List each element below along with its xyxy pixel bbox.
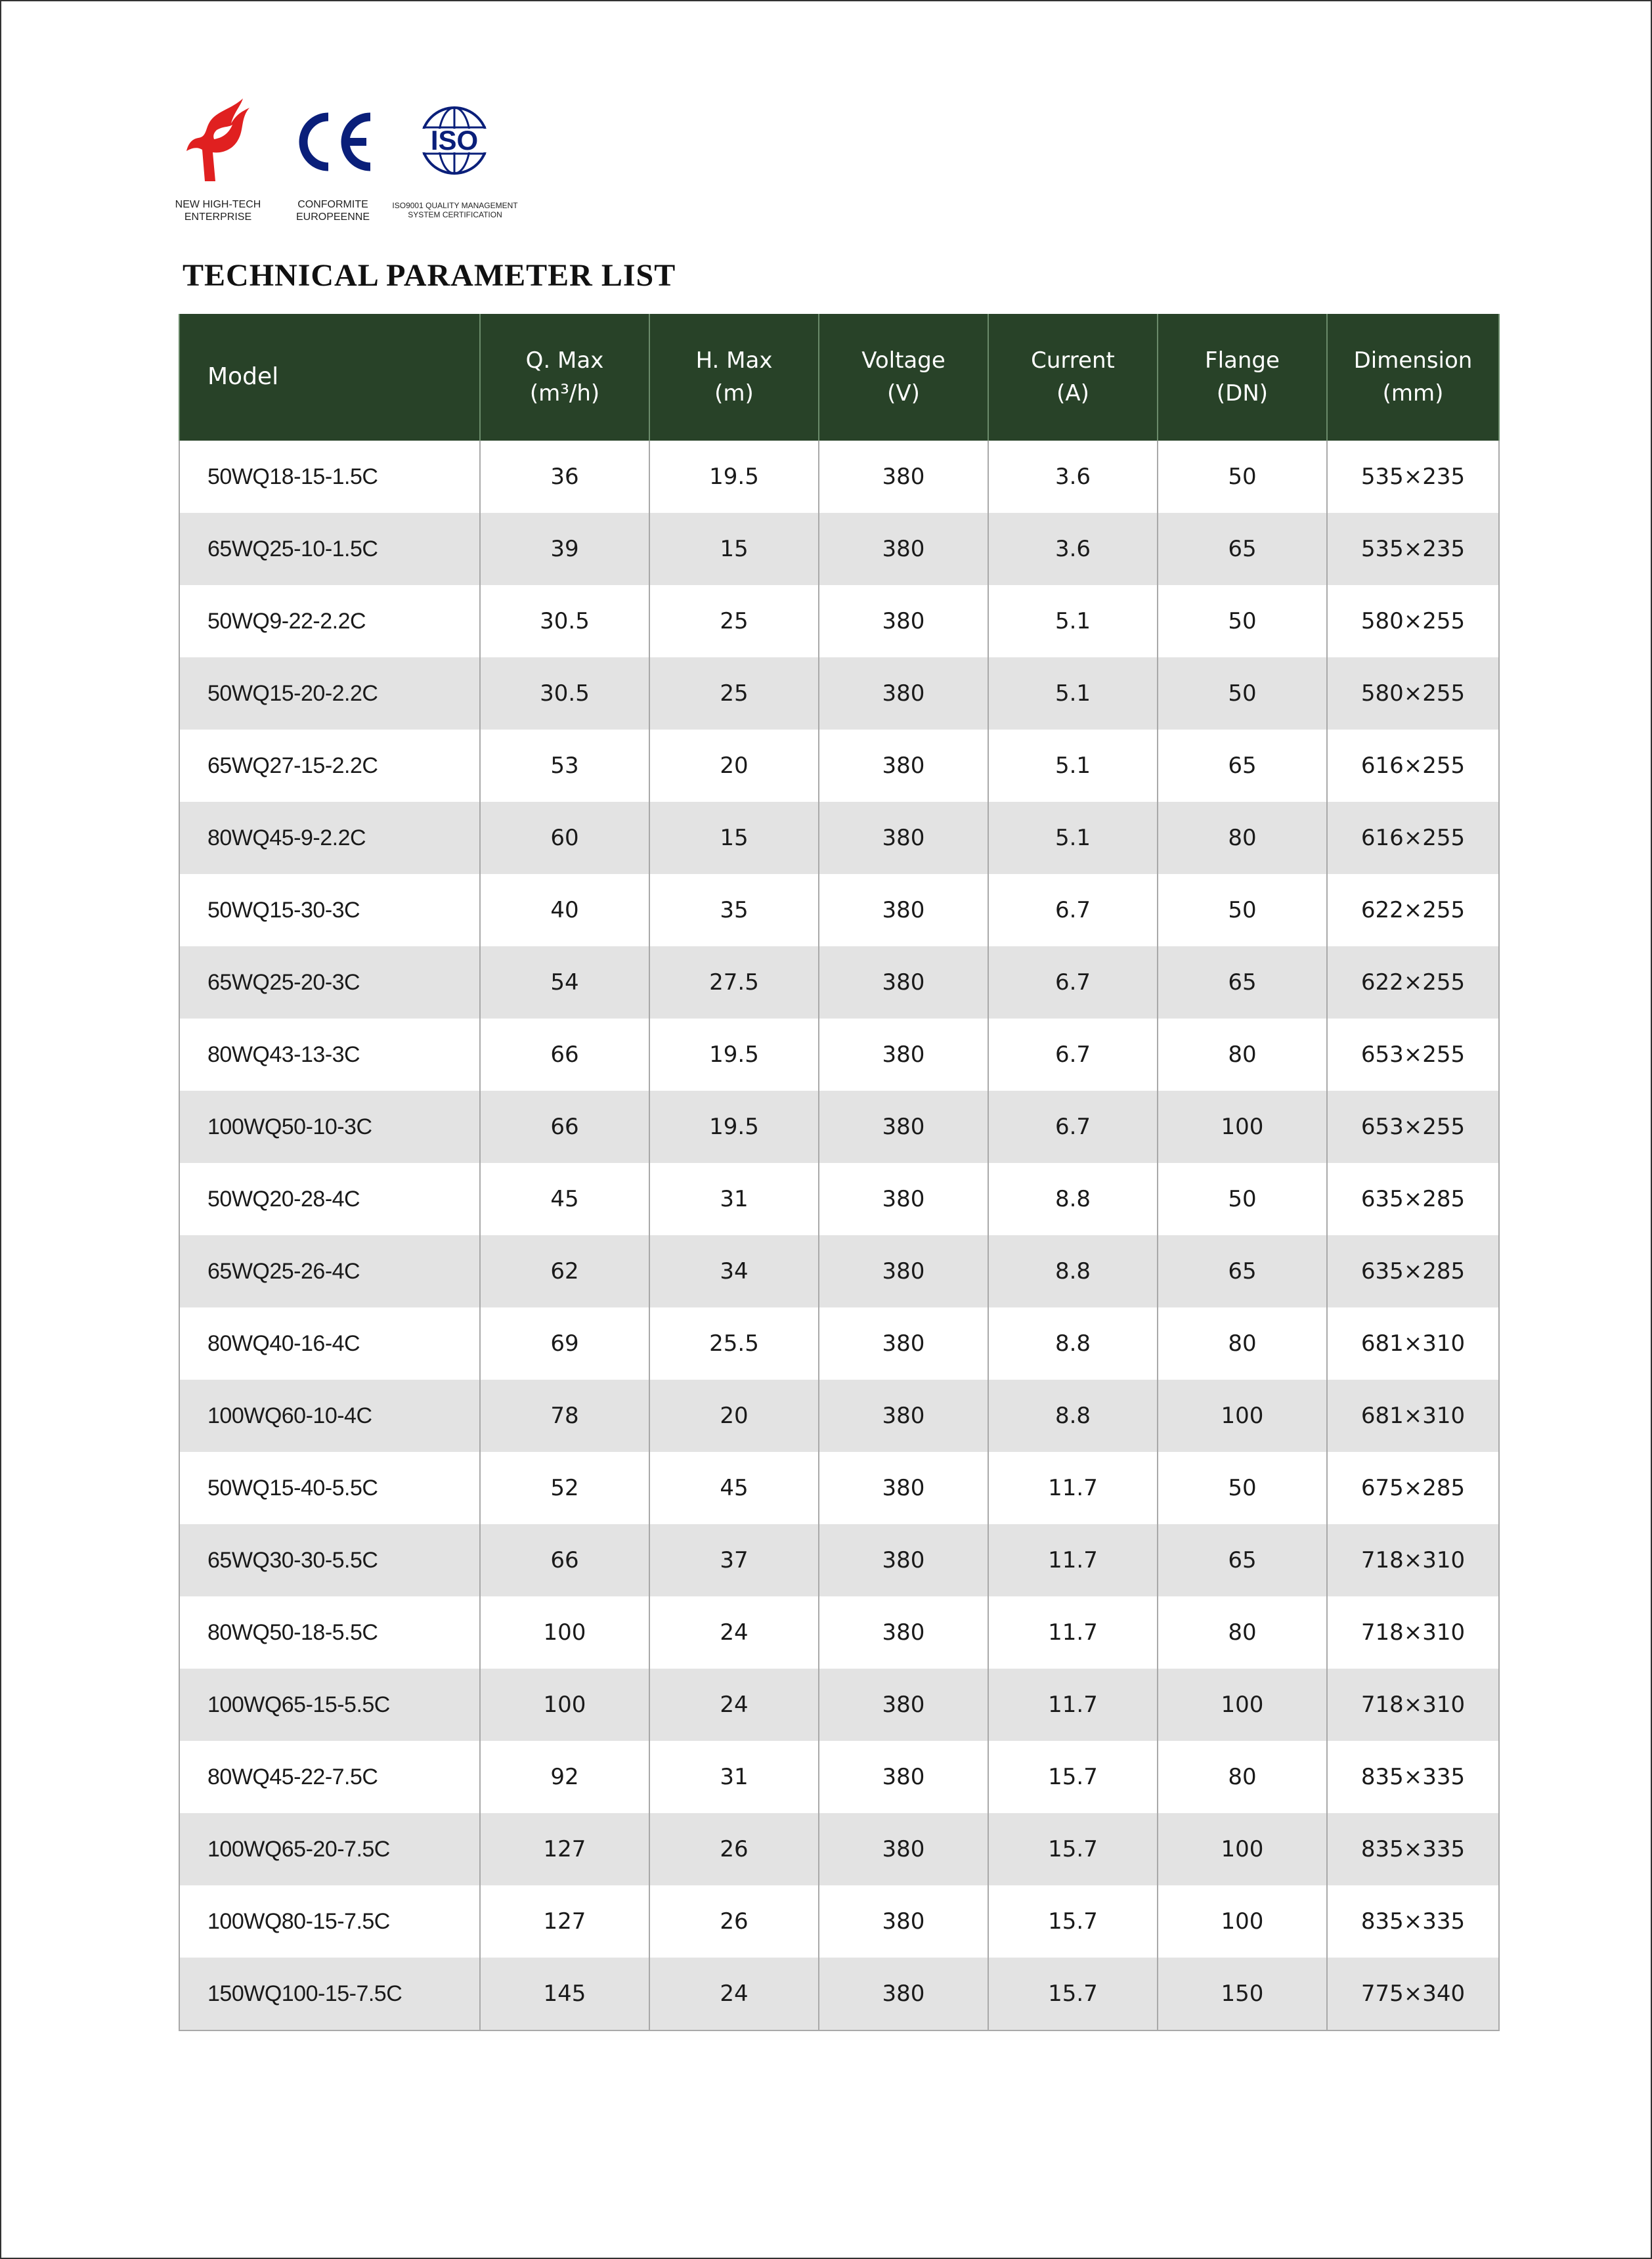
cell-flange: 65 (1158, 730, 1327, 802)
cell-dimension: 681×310 (1327, 1307, 1499, 1380)
cell-dimension: 835×335 (1327, 1813, 1499, 1885)
cell-q-max: 66 (480, 1019, 649, 1091)
table-row (179, 1741, 1499, 1813)
cell-q-max: 66 (480, 1091, 649, 1163)
header-h-max: H. Max (m) (649, 314, 819, 441)
cell-voltage: 380 (819, 1885, 988, 1958)
cell-h-max: 31 (649, 1163, 819, 1235)
cell-h-max: 26 (649, 1813, 819, 1885)
ce-mark-icon (292, 109, 377, 175)
cell-voltage: 380 (819, 513, 988, 585)
cell-current: 15.7 (988, 1813, 1158, 1885)
cell-q-max: 127 (480, 1813, 649, 1885)
table-row (179, 730, 1499, 802)
cell-h-max: 26 (649, 1885, 819, 1958)
cell-flange: 65 (1158, 1235, 1327, 1307)
cell-h-max: 45 (649, 1452, 819, 1524)
cell-dimension: 718×310 (1327, 1524, 1499, 1596)
cell-model: 150WQ100-15-7.5C (179, 1958, 480, 2030)
table-row (179, 1669, 1499, 1741)
cell-model: 80WQ50-18-5.5C (179, 1596, 480, 1669)
cell-q-max: 100 (480, 1596, 649, 1669)
cell-flange: 65 (1158, 946, 1327, 1019)
cell-model: 50WQ15-30-3C (179, 874, 480, 946)
cell-current: 3.6 (988, 513, 1158, 585)
cell-q-max: 53 (480, 730, 649, 802)
cell-q-max: 66 (480, 1524, 649, 1596)
cell-h-max: 37 (649, 1524, 819, 1596)
cell-voltage: 380 (819, 1958, 988, 2030)
cell-h-max: 24 (649, 1958, 819, 2030)
cell-current: 15.7 (988, 1958, 1158, 2030)
cell-flange: 50 (1158, 585, 1327, 657)
cell-voltage: 380 (819, 441, 988, 513)
cell-q-max: 62 (480, 1235, 649, 1307)
cell-h-max: 20 (649, 1380, 819, 1452)
cell-q-max: 78 (480, 1380, 649, 1452)
cell-flange: 65 (1158, 1524, 1327, 1596)
cell-dimension: 535×235 (1327, 441, 1499, 513)
cell-model: 100WQ60-10-4C (179, 1380, 480, 1452)
table-row (179, 1307, 1499, 1380)
cell-flange: 65 (1158, 513, 1327, 585)
table-row (179, 1813, 1499, 1885)
cell-flange: 100 (1158, 1885, 1327, 1958)
cell-current: 15.7 (988, 1741, 1158, 1813)
cell-current: 3.6 (988, 441, 1158, 513)
cell-q-max: 40 (480, 874, 649, 946)
cell-voltage: 380 (819, 1596, 988, 1669)
table-row (179, 874, 1499, 946)
cell-voltage: 380 (819, 1524, 988, 1596)
cell-voltage: 380 (819, 802, 988, 874)
cell-model: 100WQ65-20-7.5C (179, 1813, 480, 1885)
table-body (179, 441, 1499, 2030)
cell-q-max: 36 (480, 441, 649, 513)
cell-voltage: 380 (819, 946, 988, 1019)
cell-dimension: 681×310 (1327, 1380, 1499, 1452)
cell-h-max: 19.5 (649, 441, 819, 513)
cell-dimension: 775×340 (1327, 1958, 1499, 2030)
header-flange: Flange (DN) (1158, 314, 1327, 441)
cell-dimension: 622×255 (1327, 946, 1499, 1019)
table-row (179, 513, 1499, 585)
cell-model: 100WQ65-15-5.5C (179, 1669, 480, 1741)
cert-ce: CONFORMITE EUROPEENNE (286, 97, 380, 235)
cell-dimension: 653×255 (1327, 1019, 1499, 1091)
cell-model: 50WQ18-15-1.5C (179, 441, 480, 513)
cell-flange: 100 (1158, 1380, 1327, 1452)
table-row (179, 1235, 1499, 1307)
cell-voltage: 380 (819, 1091, 988, 1163)
cell-current: 5.1 (988, 657, 1158, 730)
flame-logo-icon (185, 97, 251, 183)
cell-flange: 50 (1158, 441, 1327, 513)
cell-current: 11.7 (988, 1452, 1158, 1524)
cell-model: 65WQ27-15-2.2C (179, 730, 480, 802)
cell-flange: 50 (1158, 657, 1327, 730)
table-row (179, 1958, 1499, 2030)
cell-flange: 100 (1158, 1669, 1327, 1741)
cell-current: 15.7 (988, 1885, 1158, 1958)
cell-voltage: 380 (819, 1380, 988, 1452)
cell-dimension: 653×255 (1327, 1091, 1499, 1163)
cell-q-max: 30.5 (480, 657, 649, 730)
cell-voltage: 380 (819, 1163, 988, 1235)
table-row (179, 1524, 1499, 1596)
cell-voltage: 380 (819, 874, 988, 946)
cell-flange: 80 (1158, 802, 1327, 874)
cell-flange: 150 (1158, 1958, 1327, 2030)
cell-dimension: 622×255 (1327, 874, 1499, 946)
cell-voltage: 380 (819, 1307, 988, 1380)
cell-dimension: 718×310 (1327, 1669, 1499, 1741)
cell-voltage: 380 (819, 657, 988, 730)
header-dimension: Dimension (mm) (1327, 314, 1499, 441)
cell-q-max: 60 (480, 802, 649, 874)
cell-voltage: 380 (819, 1235, 988, 1307)
cell-model: 80WQ43-13-3C (179, 1019, 480, 1091)
cell-current: 8.8 (988, 1235, 1158, 1307)
cell-h-max: 19.5 (649, 1019, 819, 1091)
cell-h-max: 19.5 (649, 1091, 819, 1163)
cell-current: 6.7 (988, 1091, 1158, 1163)
cell-h-max: 34 (649, 1235, 819, 1307)
cell-voltage: 380 (819, 1452, 988, 1524)
cell-dimension: 535×235 (1327, 513, 1499, 585)
cell-current: 8.8 (988, 1307, 1158, 1380)
cell-voltage: 380 (819, 1019, 988, 1091)
cell-dimension: 635×285 (1327, 1235, 1499, 1307)
cell-current: 5.1 (988, 730, 1158, 802)
cell-model: 65WQ25-10-1.5C (179, 513, 480, 585)
cell-h-max: 20 (649, 730, 819, 802)
cell-q-max: 145 (480, 1958, 649, 2030)
table-row (179, 657, 1499, 730)
cell-current: 11.7 (988, 1596, 1158, 1669)
cell-model: 80WQ40-16-4C (179, 1307, 480, 1380)
table-row (179, 946, 1499, 1019)
cell-model: 100WQ80-15-7.5C (179, 1885, 480, 1958)
cell-model: 65WQ25-20-3C (179, 946, 480, 1019)
cell-model: 80WQ45-9-2.2C (179, 802, 480, 874)
cell-q-max: 54 (480, 946, 649, 1019)
table-row (179, 1019, 1499, 1091)
cell-current: 5.1 (988, 585, 1158, 657)
cell-h-max: 24 (649, 1596, 819, 1669)
cell-flange: 50 (1158, 874, 1327, 946)
header-voltage: Voltage (V) (819, 314, 988, 441)
cell-h-max: 25 (649, 657, 819, 730)
cell-flange: 100 (1158, 1813, 1327, 1885)
table-header-row (179, 314, 1499, 441)
cell-dimension: 718×310 (1327, 1596, 1499, 1669)
cell-current: 11.7 (988, 1669, 1158, 1741)
cell-voltage: 380 (819, 1741, 988, 1813)
svg-text:ISO: ISO (430, 125, 479, 156)
cell-q-max: 39 (480, 513, 649, 585)
cell-q-max: 52 (480, 1452, 649, 1524)
iso-globe-icon (414, 104, 495, 177)
cell-dimension: 616×255 (1327, 802, 1499, 874)
cell-voltage: 380 (819, 1669, 988, 1741)
cell-dimension: 635×285 (1327, 1163, 1499, 1235)
cell-voltage: 380 (819, 585, 988, 657)
cell-current: 8.8 (988, 1380, 1158, 1452)
cell-flange: 50 (1158, 1452, 1327, 1524)
cell-flange: 100 (1158, 1091, 1327, 1163)
cell-flange: 50 (1158, 1163, 1327, 1235)
cell-dimension: 616×255 (1327, 730, 1499, 802)
cell-flange: 80 (1158, 1307, 1327, 1380)
table-row (179, 441, 1499, 513)
header-q-max: Q. Max (m³/h) (480, 314, 649, 441)
cell-current: 8.8 (988, 1163, 1158, 1235)
table-row (179, 1163, 1499, 1235)
cell-h-max: 35 (649, 874, 819, 946)
cell-model: 50WQ20-28-4C (179, 1163, 480, 1235)
cell-q-max: 92 (480, 1741, 649, 1813)
cell-flange: 80 (1158, 1596, 1327, 1669)
cell-voltage: 380 (819, 730, 988, 802)
cell-model: 50WQ15-20-2.2C (179, 657, 480, 730)
cell-q-max: 45 (480, 1163, 649, 1235)
cell-model: 65WQ30-30-5.5C (179, 1524, 480, 1596)
table-row (179, 1380, 1499, 1452)
cell-model: 100WQ50-10-3C (179, 1091, 480, 1163)
table-row (179, 1091, 1499, 1163)
cert-high-tech: NEW HIGH-TECH ENTERPRISE (172, 97, 264, 235)
table-row (179, 585, 1499, 657)
cell-model: 50WQ9-22-2.2C (179, 585, 480, 657)
table-row (179, 1885, 1499, 1958)
cell-voltage: 380 (819, 1813, 988, 1885)
cell-dimension: 580×255 (1327, 657, 1499, 730)
cell-q-max: 127 (480, 1885, 649, 1958)
header-model: Model (179, 314, 480, 441)
cert-iso: ISO ISO9001 QUALITY MANAGEMENT SYSTEM CERTIFICATION (383, 97, 527, 235)
page-title: TECHNICAL PARAMETER LIST (183, 258, 676, 293)
cell-dimension: 835×335 (1327, 1741, 1499, 1813)
cell-q-max: 69 (480, 1307, 649, 1380)
cell-h-max: 25.5 (649, 1307, 819, 1380)
cell-h-max: 27.5 (649, 946, 819, 1019)
cell-current: 6.7 (988, 946, 1158, 1019)
cell-dimension: 675×285 (1327, 1452, 1499, 1524)
cell-dimension: 580×255 (1327, 585, 1499, 657)
cell-q-max: 100 (480, 1669, 649, 1741)
cell-dimension: 835×335 (1327, 1885, 1499, 1958)
certification-logos (172, 97, 527, 235)
cell-h-max: 24 (649, 1669, 819, 1741)
cell-model: 80WQ45-22-7.5C (179, 1741, 480, 1813)
cell-model: 65WQ25-26-4C (179, 1235, 480, 1307)
cell-model: 50WQ15-40-5.5C (179, 1452, 480, 1524)
cell-current: 11.7 (988, 1524, 1158, 1596)
cell-h-max: 25 (649, 585, 819, 657)
cell-q-max: 30.5 (480, 585, 649, 657)
cell-h-max: 15 (649, 513, 819, 585)
cell-h-max: 31 (649, 1741, 819, 1813)
cell-flange: 80 (1158, 1019, 1327, 1091)
cell-current: 6.7 (988, 874, 1158, 946)
table-row (179, 1452, 1499, 1524)
cell-h-max: 15 (649, 802, 819, 874)
header-current: Current (A) (988, 314, 1158, 441)
cell-current: 5.1 (988, 802, 1158, 874)
technical-parameter-table (179, 314, 1500, 2031)
cell-current: 6.7 (988, 1019, 1158, 1091)
table-row (179, 1596, 1499, 1669)
table-row (179, 802, 1499, 874)
cell-flange: 80 (1158, 1741, 1327, 1813)
